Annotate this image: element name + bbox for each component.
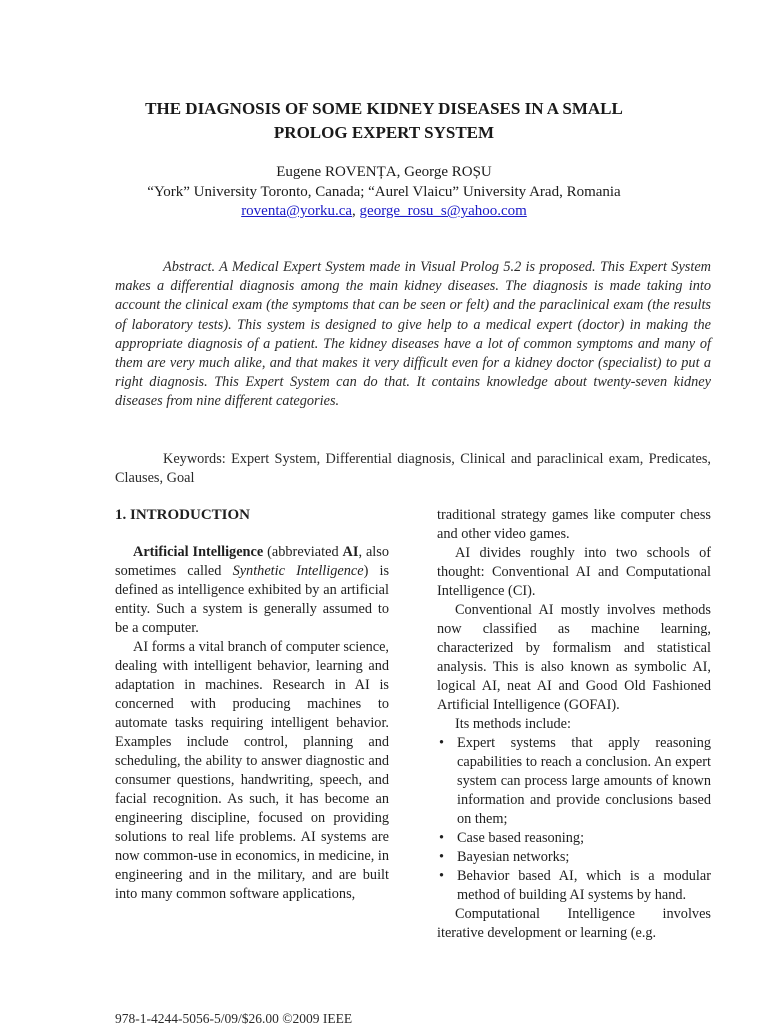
right-column <box>437 506 711 943</box>
author-affiliation: “York” University Toronto, Canada; “Aurel Vlaicu” University Arad, Romania <box>147 183 621 200</box>
list-item: • Case based reasoning; <box>437 829 711 848</box>
paper-title <box>100 97 668 145</box>
methods-intro: Its methods include: <box>455 716 571 733</box>
intro-paragraph-2: AI forms a vital branch of computer science, dealing with intelligent behavior, learning and adaptation in machines. Research in AI is concerned with producing machines to automate tasks requiring intelligent behavior. Examples include control, planning and scheduling, the ability to answer diagnostic and consumer questions, handwriting, speech, and facial recognition. As such, it has become an engineering discipline, focused on providing solutions to real life problems. AI systems are now common-use in economics, in medicine, in engineering and in the military, and are built into many common software applications, <box>115 639 389 903</box>
intro-paragraph-1: Artificial Intelligence (abbreviated AI, also sometimes called Synthetic Intelligence) is defined as intelligence exhibited by an artificial entity. Such a system is generally assumed to be a computer. <box>115 544 390 637</box>
term-ai: AI <box>342 544 359 560</box>
list-item: • Behavior based AI, which is a modular method of building AI systems by hand. <box>439 868 711 904</box>
methods-list <box>437 734 711 905</box>
section-heading-introduction: 1. INTRODUCTION <box>115 507 251 523</box>
continued-paragraph: traditional strategy games like computer chess and other video games. <box>437 507 711 543</box>
left-column <box>115 505 389 904</box>
bullet-icon: • <box>439 849 445 866</box>
email-separator: , <box>352 203 360 219</box>
list-item: • Bayesian networks; <box>437 848 711 867</box>
computational-intelligence-paragraph: Computational Intelligence involves iterative development or learning (e.g. <box>437 906 711 942</box>
keywords: Keywords: Expert System, Differential diagnosis, Clinical and paraclinical exam, Predicates, Clauses, Goal <box>115 451 711 487</box>
email-link-rosu[interactable]: george_rosu_s@yahoo.com <box>359 203 527 219</box>
bullet-icon: • <box>439 830 445 847</box>
author-block <box>60 163 708 222</box>
abstract: Abstract. A Medical Expert System made in Visual Prolog 5.2 is proposed. This Expert System makes a differential diagnosis among the main kidney diseases. The diagnosis is made taking into account the clinical exam (the symptoms that can be seen or felt) and the paraclinical exam (the results of laboratory tests). This system is designed to give help to a medical expert (doctor) in making the appropriate diagnosis of a patient. The kidney diseases have a lot of common symptoms and many of them are very much alike, and that makes it very difficult even for a kidney doctor (specialist) to put a right diagnosis. This Expert System can do that. It contains knowledge about twenty-seven kidney diseases from nine different categories. <box>115 259 711 410</box>
paper-title-line-1: THE DIAGNOSIS OF SOME KIDNEY DISEASES IN A SMALL <box>145 99 623 118</box>
conventional-ai-paragraph: Conventional AI mostly involves methods now classified as machine learning, characterized by formalism and statistical analysis. This is also known as symbolic AI, logical AI, neat AI and Good Old Fashioned Artificial Intelligence (GOFAI). <box>437 602 711 714</box>
copyright-footer: 978-1-4244-5056-5/09/$26.00 ©2009 IEEE <box>115 1011 353 1026</box>
term-artificial-intelligence: Artificial Intelligence <box>133 544 264 560</box>
term-synthetic-intelligence: Synthetic Intelligence <box>232 563 364 580</box>
schools-paragraph: AI divides roughly into two schools of thought: Conventional AI and Computational Intelligence (CI). <box>437 545 711 600</box>
list-item: • Expert systems that apply reasoning capabilities to reach a conclusion. An expert system can process large amounts of known information and provide conclusions based on them; <box>439 735 711 828</box>
email-link-roventa[interactable]: roventa@yorku.ca <box>241 203 353 219</box>
bullet-icon: • <box>439 735 445 752</box>
paper-title-line-2: PROLOG EXPERT SYSTEM <box>273 123 495 142</box>
author-emails <box>60 202 708 222</box>
bullet-icon: • <box>439 868 445 885</box>
author-names: Eugene ROVENȚA, George ROȘU <box>276 164 492 180</box>
